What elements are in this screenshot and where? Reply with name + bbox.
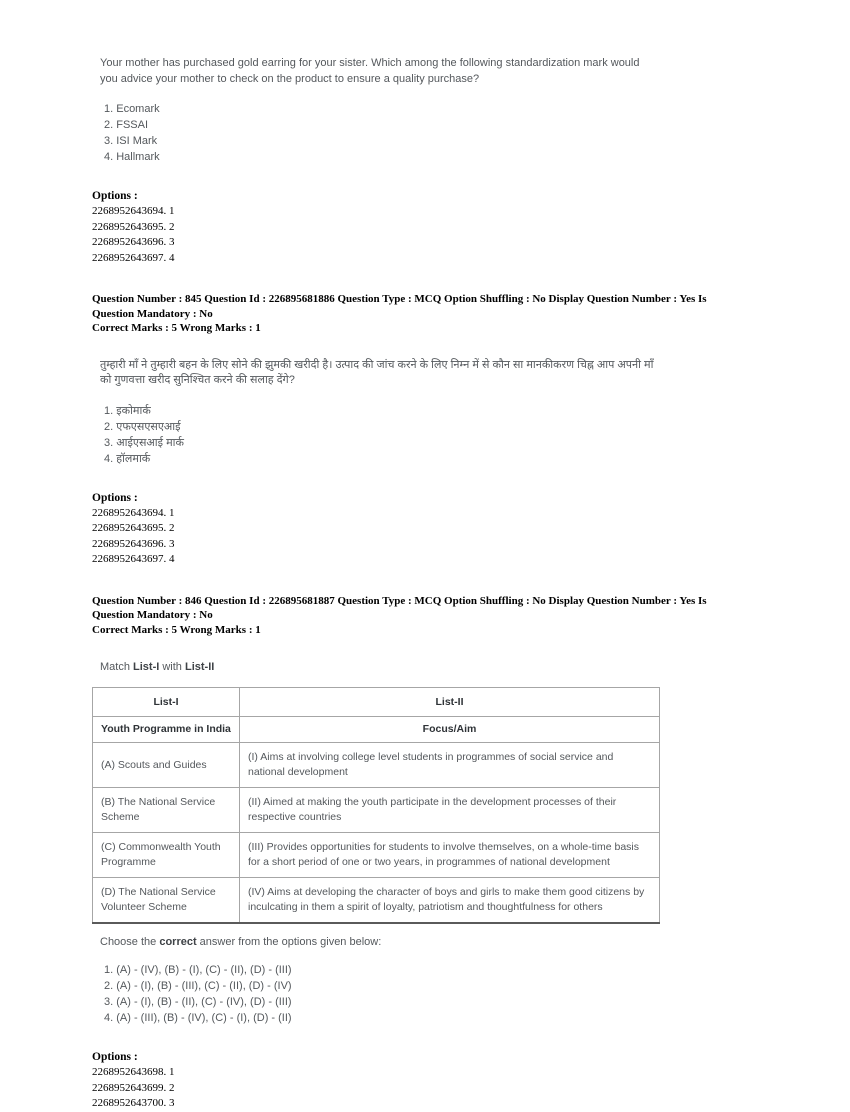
choice-item: 3. ISI Mark <box>104 135 158 147</box>
question-845-meta <box>92 292 742 336</box>
table-row <box>93 878 660 924</box>
option-id-row: 2268952643694. 1 <box>92 506 175 519</box>
question-marks-line: Correct Marks : 5 Wrong Marks : 1 <box>92 322 261 334</box>
option-id-row: 2268952643694. 1 <box>92 205 175 217</box>
option-id-row: 2268952643699. 2 <box>92 1081 175 1094</box>
table-cell-right: (I) Aims at involving college level students in programmes of social service and national development <box>240 743 660 788</box>
question-meta-line: Question Number : 845 Question Id : 226895681886 Question Type : MCQ Option Shuffling : No Display Question Number : Yes Is Question Mandatory : No <box>92 293 707 320</box>
table-cell-right: (IV) Aims at developing the character of boys and girls to make them good citizens by inculcating in them a spirit of loyalty, patriotism and thoughtfulness for others <box>240 878 660 924</box>
choose-post: answer from the options given below: <box>196 936 382 948</box>
option-id-row: 2268952643698. 1 <box>92 1066 175 1078</box>
answer-option: 3. (A) - (I), (B) - (II), (C) - (IV), (D) - (III) <box>104 996 292 1008</box>
question-meta-line: Question Number : 846 Question Id : 226895681887 Question Type : MCQ Option Shuffling : No Display Question Number : Yes Is Question Mandatory : No <box>92 594 707 621</box>
answer-option: 1. (A) - (IV), (B) - (I), (C) - (II), (D) - (III) <box>104 964 292 976</box>
choice-item: 2. एफएसएसएआई <box>104 420 181 433</box>
table-subheader-left: Youth Programme in India <box>93 717 240 743</box>
match-intro-pre: Match <box>100 661 134 673</box>
choice-item: 3. आईएसआई मार्क <box>104 436 184 449</box>
choose-pre: Choose the <box>100 936 160 948</box>
option-id-row: 2268952643697. 4 <box>92 251 175 264</box>
choose-bold-word: correct <box>159 936 197 948</box>
match-list1-label: List-I <box>133 661 160 673</box>
table-header-list1: List-I <box>93 688 240 717</box>
options-heading: Options : <box>92 491 138 504</box>
option-id-row: 2268952643695. 2 <box>92 220 175 233</box>
table-row <box>93 788 660 833</box>
table-header-list2: List-II <box>240 688 660 717</box>
answer-option: 2. (A) - (I), (B) - (III), (C) - (II), (D) - (IV) <box>104 980 292 992</box>
table-cell-left: (C) Commonwealth Youth Programme <box>93 833 240 878</box>
question-text-hi: तुम्हारी माँ ने तुम्हारी बहन के लिए सोने की झुमकी खरीदी है। उत्पाद की जांच करने के लिए निम्न में से कौन सा मानकीकरण चिह्न आप अपनी माँ को गुणवत्ता खरीद सुनिश्चित करने की सलाह देंगे? <box>100 358 654 386</box>
match-table <box>92 687 660 924</box>
table-subheader-right: Focus/Aim <box>240 717 660 743</box>
match-list2-label: List-II <box>184 661 215 673</box>
answer-option-list <box>104 962 780 1026</box>
choice-item: 2. FSSAI <box>104 119 149 131</box>
table-cell-right: (II) Aimed at making the youth participate in the development processes of their respective countries <box>240 788 660 833</box>
table-cell-left: (D) The National Service Volunteer Scheme <box>93 878 240 924</box>
choice-list-en <box>104 101 780 165</box>
match-intro-line <box>100 661 780 673</box>
question-marks-line: Correct Marks : 5 Wrong Marks : 1 <box>92 623 261 636</box>
option-id-row: 2268952643697. 4 <box>92 553 175 565</box>
option-id-row: 2268952643696. 3 <box>92 236 175 248</box>
question-text-en: Your mother has purchased gold earring for your sister. Which among the following standardization mark would you advice your mother to check on the product to ensure a quality purchase? <box>100 57 640 85</box>
choice-item: 1. इकोमार्क <box>104 404 151 417</box>
table-cell-right: (III) Provides opportunities for students to involve themselves, on a whole-time basis for a short period of one or two years, in programmes of national development <box>240 833 660 878</box>
options-block-846 <box>92 1050 780 1112</box>
question-845-english <box>92 56 780 266</box>
table-row <box>93 833 660 878</box>
option-id-row: 2268952643700. 3 <box>92 1097 175 1109</box>
table-cell-left: (B) The National Service Scheme <box>93 788 240 833</box>
question-846-meta <box>92 594 742 638</box>
question-845-hindi <box>92 358 780 568</box>
table-header-row <box>93 688 660 717</box>
choice-list-hi <box>104 403 780 467</box>
choice-item: 4. हॉलमार्क <box>104 452 151 465</box>
options-heading: Options : <box>92 1051 138 1063</box>
table-subheader-row <box>93 717 660 743</box>
options-block-845-en <box>92 189 780 266</box>
option-id-row: 2268952643695. 2 <box>92 522 175 534</box>
choice-item: 4. Hallmark <box>104 151 160 163</box>
option-id-row: 2268952643696. 3 <box>92 537 175 550</box>
options-heading: Options : <box>92 190 138 202</box>
question-846 <box>92 661 780 1112</box>
table-row <box>93 743 660 788</box>
options-block-845-hi <box>92 491 780 568</box>
answer-option: 4. (A) - (III), (B) - (IV), (C) - (I), (D) - (II) <box>104 1012 292 1024</box>
choose-answer-line <box>100 936 780 948</box>
choice-item: 1. Ecomark <box>104 103 160 115</box>
table-cell-left: (A) Scouts and Guides <box>93 743 240 788</box>
match-intro-mid: with <box>159 661 185 673</box>
